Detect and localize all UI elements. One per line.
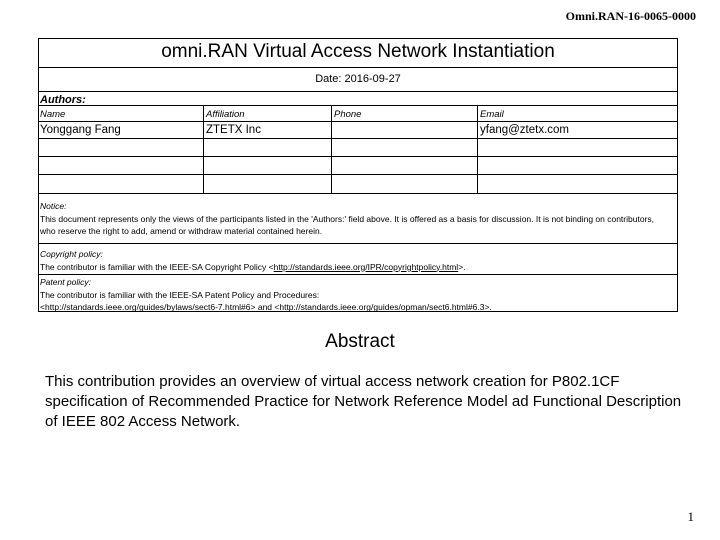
column-divider (477, 105, 478, 193)
copyright-policy-link[interactable]: http://standards.ieee.org/IPR/copyrightpolicy.html (273, 261, 459, 272)
abstract-heading: Abstract (325, 331, 395, 352)
copyright-text: The contributor is familiar with the IEEE-SA Copyright Policy < (40, 261, 274, 272)
abstract-text: This contribution provides an overview of virtual access network creation for P802.1CF specification of Recommended Practice for Network Reference Model ad Functional Description of IEEE 802 Access Network. (45, 373, 682, 430)
patent-text: The contributor is familiar with the IEEE-SA Patent Policy and Procedures: (40, 289, 320, 300)
divider (39, 121, 677, 122)
patent-opman-link[interactable]: http://standards.ieee.org/guides/opman/sect6.html#6.3 (279, 302, 485, 312)
divider (39, 91, 677, 92)
divider (39, 243, 677, 244)
column-header-name: Name (40, 109, 66, 120)
table-row-divider (39, 156, 677, 157)
table-row-divider (39, 138, 677, 139)
author-affiliation: ZTETX Inc (206, 124, 261, 136)
column-divider (203, 105, 204, 193)
notice-text: This document represents only the views of the participants listed in the 'Authors:' field above. It is offered as a basis for discussion. It is not binding on contributors, who reserve the right to add, amend or withdraw material contained herein. (40, 213, 654, 236)
column-header-email: Email (480, 109, 504, 120)
notice-heading: Notice: (40, 201, 67, 211)
patent-heading: Patent policy: (40, 277, 92, 287)
patent-bylaws-link[interactable]: http://standards.ieee.org/guides/bylaws/sect6-7.html#6 (44, 302, 251, 312)
document-id: Omni.RAN-16-0065-0000 (565, 9, 696, 23)
divider (39, 274, 677, 275)
document-title: omni.RAN Virtual Access Network Instantiation (161, 41, 555, 62)
author-name: Yonggang Fang (40, 124, 121, 136)
divider (39, 105, 677, 106)
patent-text-end: >. (484, 302, 492, 312)
column-header-affiliation: Affiliation (206, 109, 245, 120)
patent-section (40, 276, 666, 314)
copyright-heading: Copyright policy: (40, 249, 103, 259)
divider (39, 67, 677, 68)
table-row-divider (39, 174, 677, 175)
column-divider (331, 105, 332, 193)
patent-text-mid: > and < (250, 302, 280, 312)
document-date: Date: 2016-09-27 (315, 73, 401, 85)
copyright-section (40, 248, 666, 273)
column-header-phone: Phone (334, 109, 362, 120)
copyright-text-end: >. (458, 261, 466, 272)
authors-label: Authors: (40, 94, 86, 106)
page-number: 1 (687, 509, 694, 524)
patent-text-open: < (40, 302, 45, 312)
notice-section (40, 200, 666, 238)
cover-sheet (38, 38, 678, 312)
author-email: yfang@ztetx.com (480, 124, 570, 136)
divider (39, 193, 677, 194)
